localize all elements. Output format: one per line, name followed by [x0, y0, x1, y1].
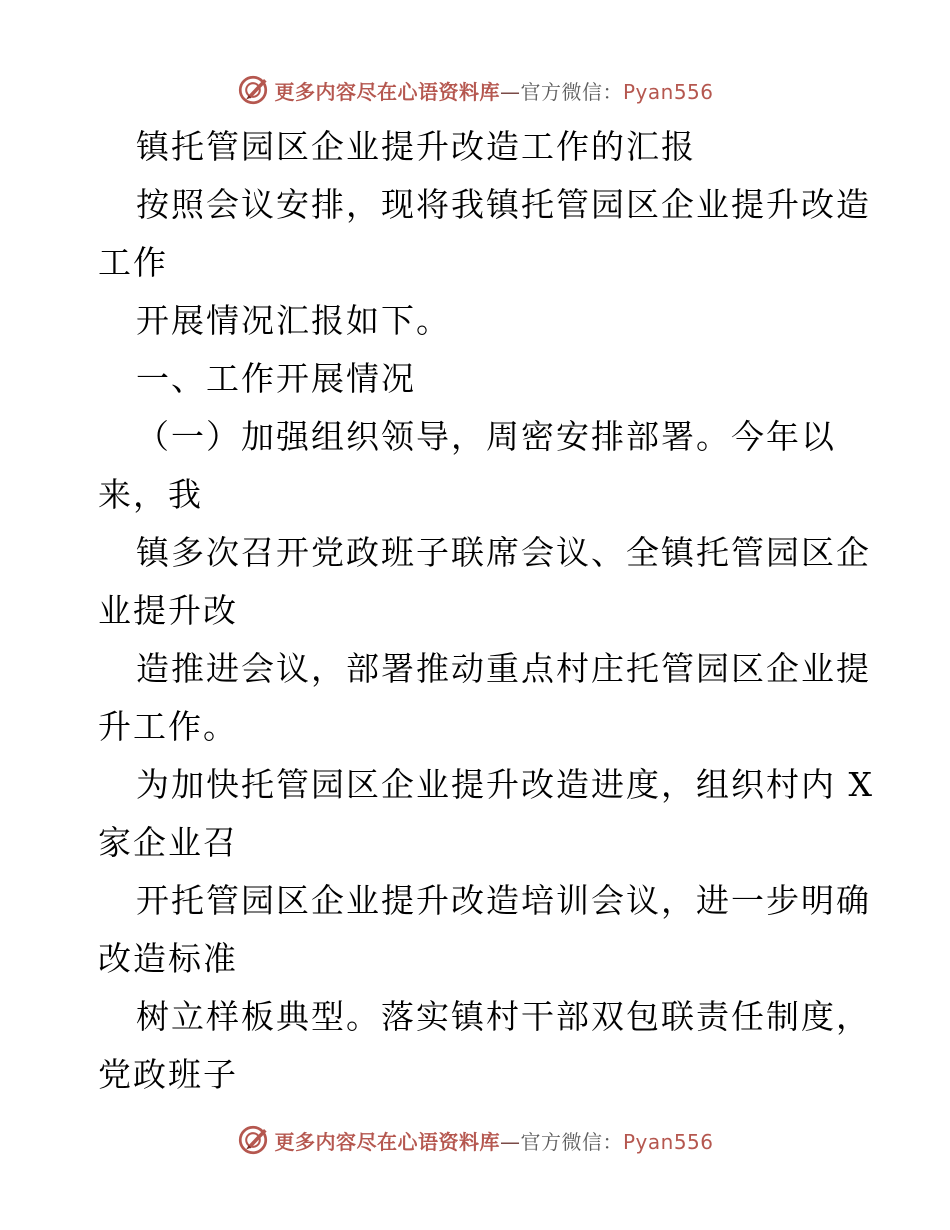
- paragraph-line: 镇多次召开党政班子联席会议、全镇托管园区企: [136, 533, 871, 572]
- watermark-dash: —: [499, 1129, 521, 1154]
- paragraph-line: 党政班子: [98, 1055, 238, 1094]
- paragraph-line: 按照会议安排，现将我镇托管园区企业提升改造: [136, 185, 871, 224]
- watermark-wechat-id: Pyan556: [622, 1129, 714, 1154]
- paragraph-line: 升工作。: [98, 707, 238, 746]
- quill-pen-logo-icon: [236, 1123, 270, 1157]
- paragraph-line: 来，我: [98, 475, 203, 514]
- paragraph-line: 造推进会议，部署推动重点村庄托管园区企业提: [136, 649, 871, 688]
- watermark-dash: —: [499, 79, 521, 104]
- watermark-lead-text: 更多内容尽在心语资料库: [274, 79, 500, 104]
- section-heading: 一、工作开展情况: [136, 359, 416, 398]
- paragraph-line: （一）加强组织领导，周密安排部署。今年以: [136, 417, 836, 456]
- paragraph-line: 开展情况汇报如下。: [136, 301, 451, 340]
- watermark-lead-text: 更多内容尽在心语资料库: [274, 1129, 500, 1154]
- watermark-wechat-id: Pyan556: [622, 79, 714, 104]
- paragraph-line: 业提升改: [98, 591, 238, 630]
- document-body: [98, 118, 874, 1104]
- paragraph-line: 改造标准: [98, 939, 238, 978]
- header-watermark: [0, 70, 950, 110]
- watermark-wechat-label: 官方微信：: [520, 79, 623, 104]
- paragraph-line: 家企业召: [98, 823, 238, 862]
- quill-pen-logo-icon: [236, 73, 270, 107]
- paragraph-line: 开托管园区企业提升改造培训会议，进一步明确: [136, 881, 871, 920]
- paragraph-line: 工作: [98, 243, 168, 282]
- footer-watermark: [0, 1120, 950, 1160]
- paragraph-line: 树立样板典型。落实镇村干部双包联责任制度，: [136, 997, 871, 1036]
- watermark-wechat-label: 官方微信：: [520, 1129, 623, 1154]
- paragraph-line: 为加快托管园区企业提升改造进度，组织村内 X: [136, 765, 874, 804]
- document-title: 镇托管园区企业提升改造工作的汇报: [136, 127, 696, 166]
